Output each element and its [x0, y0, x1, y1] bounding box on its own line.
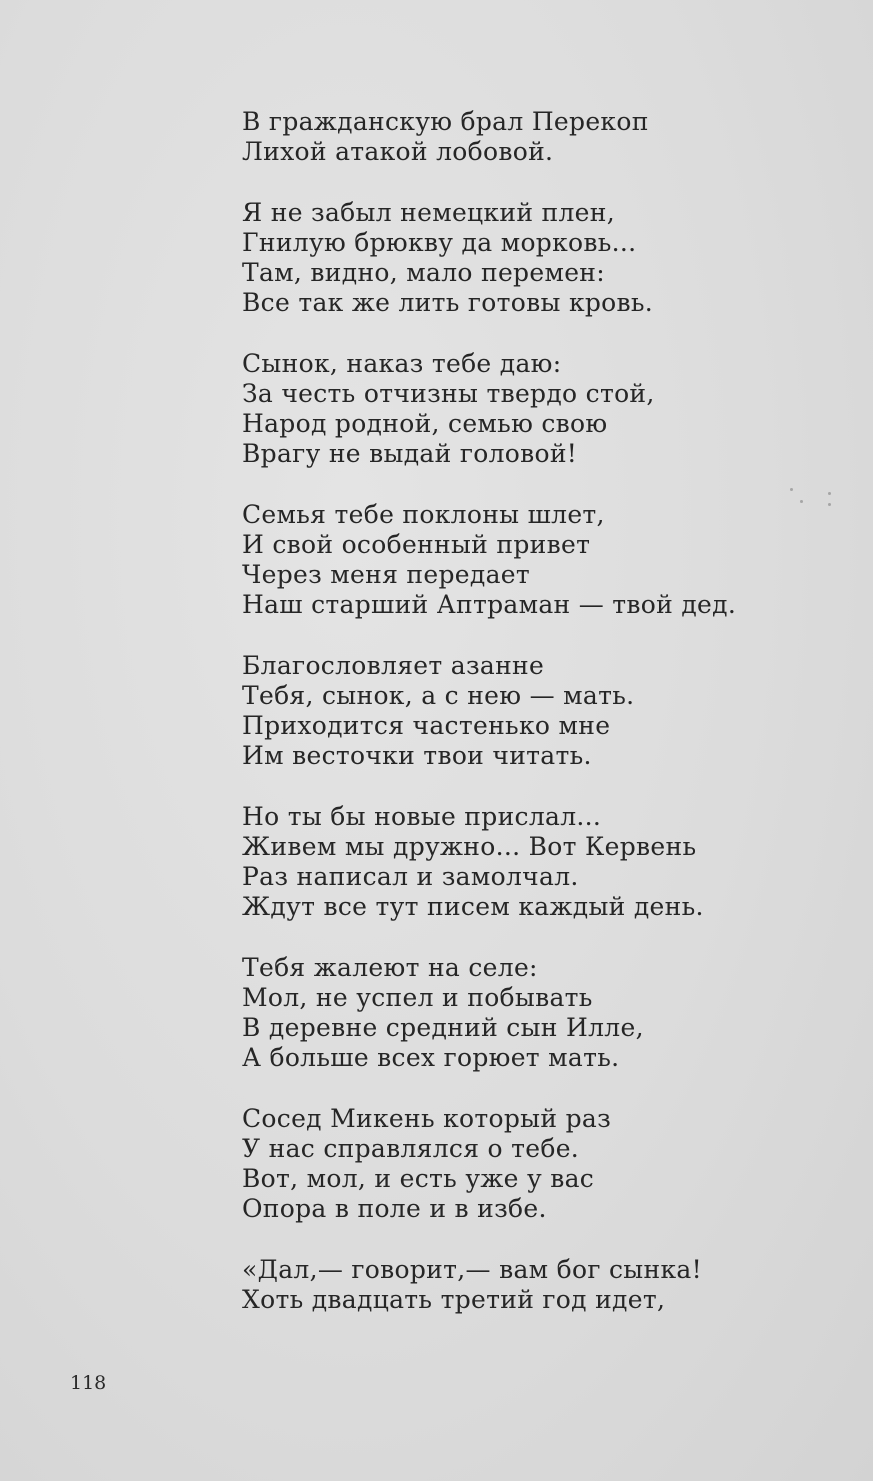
poem-line: Благословляет азанне [242, 650, 545, 680]
paper-speck [828, 492, 831, 495]
poem-line: А больше всех горюет мать. [242, 1043, 620, 1073]
poem-text [242, 107, 802, 1345]
poem-line: Через меня передает [242, 560, 530, 589]
poem-line: Хоть двадцать третий год идет, [242, 1284, 666, 1314]
poem-line: Мол, не успел и побывать [242, 982, 593, 1012]
poem-line: Живем мы дружно... Вот Кервень [242, 831, 697, 861]
poem-line: Семья тебе поклоны шлет, [242, 499, 605, 529]
stanza [242, 802, 802, 923]
poem-line: Лихой атакой лобовой. [242, 137, 554, 167]
stanza [242, 1104, 802, 1225]
poem-line: В гражданскую брал Перекоп [242, 107, 649, 136]
poem-line: В деревне средний сын Илле, [242, 1013, 644, 1042]
poem-line: Там, видно, мало перемен: [242, 258, 605, 287]
poem-line: Тебя жалеют на селе: [242, 952, 538, 982]
paper-speck [800, 500, 803, 503]
poem-line: Наш старший Аптраман — твой дед. [242, 590, 737, 620]
poem-line: Вот, мол, и есть уже у вас [242, 1164, 595, 1193]
poem-line: Ждут все тут писем каждый день. [242, 892, 704, 922]
poem-line: Я не забыл немецкий плен, [242, 197, 615, 227]
poem-line: Сынок, наказ тебе даю: [242, 348, 562, 378]
stanza [242, 651, 802, 772]
poem-line: Приходится частенько мне [242, 711, 611, 740]
stanza [242, 107, 802, 167]
stanza [242, 1255, 802, 1315]
stanza [242, 953, 802, 1074]
stanza [242, 198, 802, 319]
stanza [242, 349, 802, 470]
poem-line: Все так же лить готовы кровь. [242, 288, 654, 318]
poem-line: Народ родной, семью свою [242, 409, 608, 438]
poem-line: Опора в поле и в избе. [242, 1194, 547, 1224]
poem-line: И свой особенный привет [242, 529, 591, 559]
paper-speck [828, 503, 831, 506]
paper-speck [790, 488, 793, 491]
poem-line: Гнилую брюкву да морковь... [242, 227, 637, 257]
page-number: 118 [70, 1372, 107, 1394]
poem-line: Им весточки твои читать. [242, 741, 592, 771]
poem-line: Раз написал и замолчал. [242, 862, 579, 891]
poem-line: За честь отчизны твердо стой, [242, 378, 655, 408]
poem-line: Тебя, сынок, а с нею — мать. [242, 680, 635, 710]
stanza [242, 500, 802, 621]
poem-line: Но ты бы новые прислал... [242, 801, 602, 831]
poem-line: Сосед Микень который раз [242, 1103, 612, 1133]
poem-line: «Дал,— говорит,— вам бог сынка! [242, 1254, 702, 1284]
poem-line: У нас справлялся о тебе. [242, 1133, 580, 1163]
poem-line: Врагу не выдай головой! [242, 439, 578, 469]
